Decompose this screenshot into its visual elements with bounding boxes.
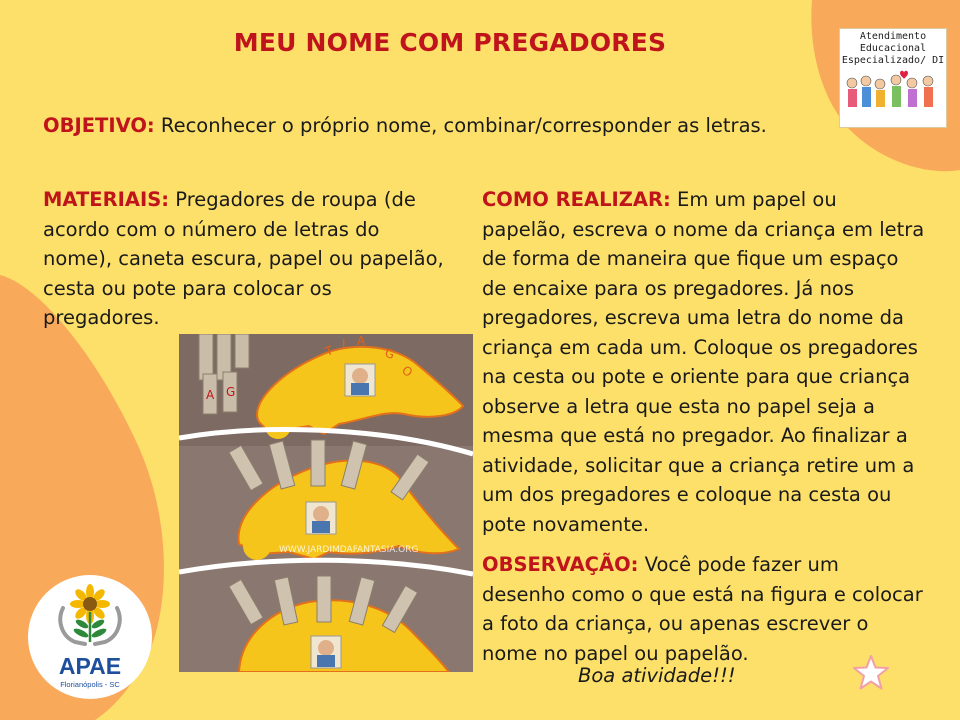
materiais-paragraph [43, 185, 448, 333]
observacao-label: OBSERVAÇÃO: [482, 553, 639, 576]
objetivo-paragraph [43, 111, 803, 141]
badge-children-illustration [840, 67, 946, 123]
star-icon [852, 654, 890, 692]
apae-logo-city: Florianópolis - SC [60, 680, 120, 689]
photo-clip-letter-g: G [226, 385, 236, 399]
photo-clip-letter-a: A [206, 388, 215, 402]
materiais-text: Pregadores de roupa (de acordo com o número de letras do nome), caneta escura, papel ou papelão, cesta ou pote para colocar os pregadores. [43, 188, 444, 329]
photo-name-letter-o: O [399, 362, 416, 380]
badge-line-3: Especializado/ DI [841, 55, 945, 66]
badge-line-1: Atendimento [859, 31, 927, 42]
como-realizar-paragraph [482, 185, 927, 539]
badge-line-2: Educacional [859, 43, 927, 54]
observacao-paragraph [482, 550, 927, 668]
photo-name-letter-i: I [342, 337, 346, 351]
como-realizar-text: Em um papel ou papelão, escreva o nome da criança em letra de forma de maneira que fique um espaço de encaixe para os pregadores. Já nos pregadores, escreva uma letra do nome da criança em cada um. Coloque os pregadores na cesta ou pote e oriente para que criança observe a letra que esta no papel seja a mesma que está no pregador. Ao finalizar a atividade, solicitar que a criança retire um a um dos pregadores e coloque na cesta ou pote novamente. [482, 188, 925, 536]
photo-watermark: WWW.JARDIMDAFANTASIA.ORG [279, 545, 419, 555]
apae-logo-name: APAE [58, 653, 122, 679]
como-realizar-label: COMO REALIZAR: [482, 188, 671, 211]
observacao-text: Você pode fazer um desenho como o que está na figura e colocar a foto da criança, ou apenas escrever o nome no papel ou papelão. [482, 553, 923, 665]
badge-text [840, 29, 946, 67]
photo-name-letter-g: G [382, 345, 397, 363]
photo-name-letter-t: T [323, 343, 335, 359]
activity-photo [179, 334, 473, 672]
objetivo-text: Reconhecer o próprio nome, combinar/corresponder as letras. [154, 114, 767, 137]
objetivo-label: OBJETIVO: [43, 114, 155, 137]
materiais-label: MATERIAIS: [43, 188, 170, 211]
apae-logo-graphic [27, 574, 153, 700]
page-title: MEU NOME COM PREGADORES [233, 28, 667, 57]
apae-logo [27, 574, 153, 700]
closing-message: Boa atividade!!! [578, 664, 736, 687]
photo-name-letter-a: A [357, 334, 366, 348]
aee-badge [839, 28, 947, 128]
